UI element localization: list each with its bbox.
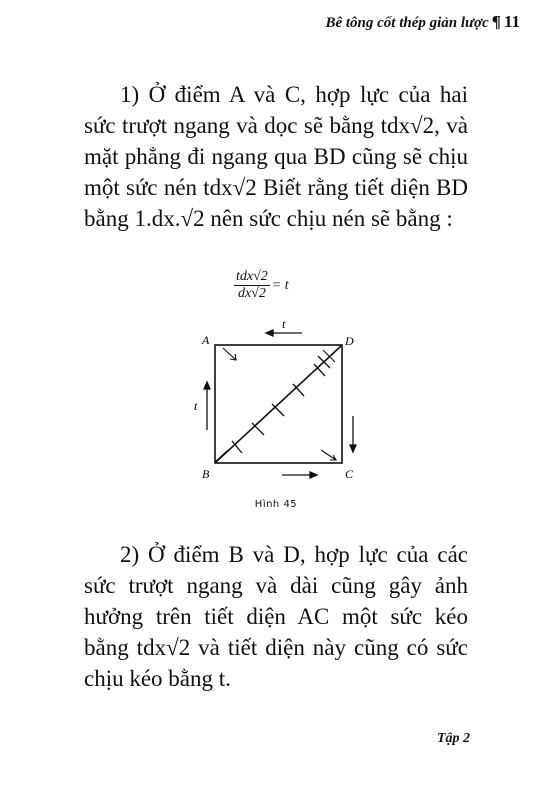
label-a: A — [202, 333, 210, 347]
paragraph-line: 2) Ở điểm B và D, hợp lực của các — [120, 542, 468, 567]
paragraph-1 — [84, 79, 468, 234]
formula-equals: = t — [271, 277, 289, 293]
label-d: D — [345, 334, 354, 348]
label-t-left: t — [194, 399, 198, 413]
label-c: C — [345, 467, 354, 481]
paragraph-line: bằng tdx√2 và tiết diện này cũng có sức — [84, 635, 468, 660]
square-stress-diagram — [190, 318, 370, 493]
paragraph-line: 1) Ở điểm A và C, hợp lực của hai — [120, 82, 468, 107]
paragraph-line: sức trượt ngang và dọc sẽ bằng tdx√2, và — [84, 113, 468, 138]
arrow-right — [350, 416, 356, 452]
arrow-left — [204, 382, 210, 430]
paragraph-line: mặt phẳng đi ngang qua BD cũng sẽ chịu — [84, 144, 468, 169]
paragraph-line: hưởng trên tiết diện AC một sức kéo — [84, 604, 468, 629]
arrow-bottom — [282, 472, 317, 478]
figure-45 — [190, 318, 370, 498]
label-t-top: t — [282, 318, 286, 331]
label-b: B — [202, 467, 210, 481]
paragraph-line: một sức nén tdx√2 Biết rằng tiết diện BD — [84, 175, 468, 200]
formula-fraction — [234, 269, 270, 302]
page-number: 11 — [503, 12, 520, 31]
formula-denominator: dx√2 — [237, 286, 266, 301]
formula-numerator: tdx√2 — [236, 269, 268, 284]
formula — [234, 269, 324, 302]
paragraph-line: sức trượt ngang và dài cũng gây ảnh — [84, 573, 468, 598]
paragraph-line: chịu kéo bằng t. — [84, 666, 231, 691]
header-title: Bê tông cốt thép giản lược — [325, 15, 489, 31]
volume-label: Tập 2 — [436, 731, 470, 746]
figure-caption: Hình 45 — [254, 499, 298, 510]
corner-arrows — [215, 348, 336, 462]
paragraph-line: bằng 1.dx.√2 nên sức chịu nén sẽ bằng : — [84, 206, 453, 231]
paragraph-2 — [84, 539, 468, 694]
pilcrow-glyph: ¶ — [491, 12, 501, 31]
running-header — [325, 12, 520, 32]
